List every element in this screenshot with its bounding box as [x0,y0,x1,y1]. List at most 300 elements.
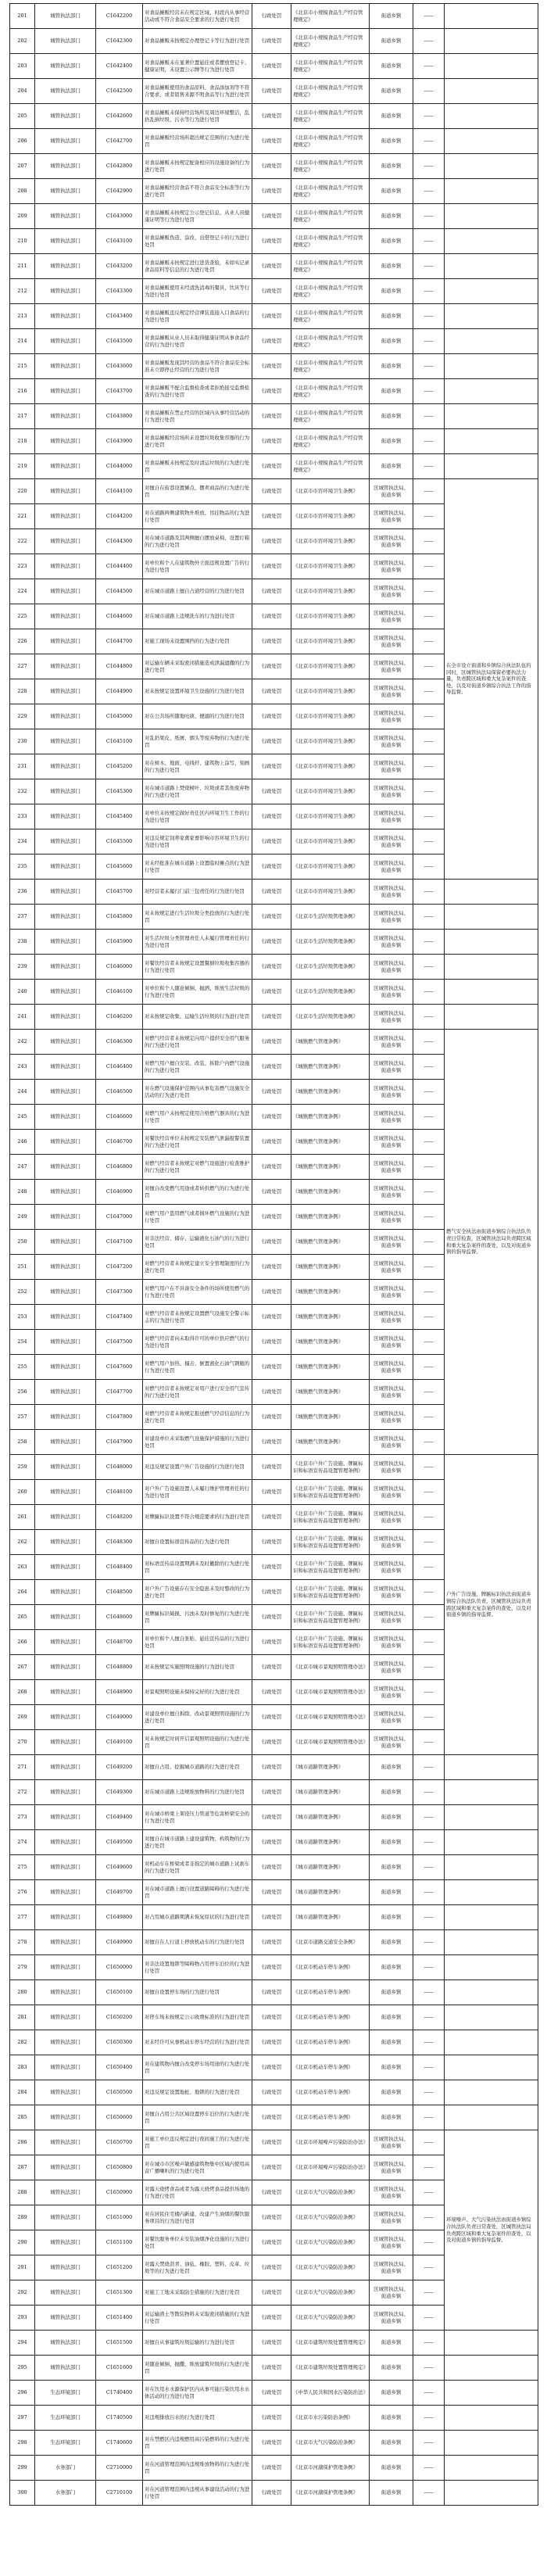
item-code: C1644400 [96,554,143,579]
table-row [10,2481,538,2506]
executing-unit: 区城管执法局、街道乡镇 [370,955,413,980]
department: 城管执法部门 [35,1630,96,1655]
legal-basis: 《北京市小规模食品生产经营管理规定》 [291,29,370,54]
item-code: C1647600 [96,1355,143,1380]
item-type: 行政处罚 [252,1130,291,1155]
department: 城管执法部门 [35,2005,96,2030]
table-row [10,905,538,930]
remark: —— [413,2105,445,2130]
legal-basis: 《北京市环境噪声污染防治办法》 [291,2155,370,2180]
item-name: 对牌匾标识设置不符合规范要求的行为进行处罚 [143,1505,252,1530]
department: 水务部门 [35,2481,96,2506]
item-type: 行政处罚 [252,2230,291,2255]
executing-unit: 街道乡镇 [370,2080,413,2105]
item-code: C1646800 [96,1155,143,1180]
department: 城管执法部门 [35,1930,96,1955]
note-cell [445,104,538,129]
legal-basis: 《北京市大气污染防治条例》 [291,2280,370,2306]
item-name: 对擅自在人行道上停放机动车的行为进行处罚 [143,1930,252,1955]
legal-basis: 《北京市小规模食品生产经营管理规定》 [291,279,370,304]
note-cell [445,1980,538,2005]
legal-basis: 《北京市市容环境卫生条例》 [291,779,370,804]
item-name: 对单位和个人随意倾倒、抛洒、堆放生活垃圾的行为进行处罚 [143,980,252,1005]
department: 城管执法部门 [35,1580,96,1605]
executing-unit: 区城管执法局、街道乡镇 [370,554,413,579]
item-code: C1645900 [96,930,143,955]
item-code: C1651500 [96,2331,143,2356]
department: 城管执法部门 [35,779,96,804]
row-number: 276 [10,1880,35,1905]
item-type: 行政处罚 [252,1680,291,1705]
item-type: 行政处罚 [252,905,291,930]
row-number: 275 [10,1855,35,1880]
table-row [10,429,538,454]
note-cell [445,254,538,279]
row-number: 216 [10,379,35,404]
executing-unit: 区城管执法局、街道乡镇 [370,980,413,1005]
item-name: 对擅自在街巷设置摊点、摆卖商品的行为进行处罚 [143,479,252,504]
table-row [10,404,538,429]
item-name: 对擅自设置标语宣传品的行为进行处罚 [143,1530,252,1555]
department: 城管执法部门 [35,29,96,54]
item-name: 对食品摊贩从业人员未取得健康证明从事食品经营的行为进行处罚 [143,329,252,354]
department: 城管执法部门 [35,379,96,404]
item-name: 对施工工地未采取防尘措施的行为进行处罚 [143,2280,252,2306]
row-number: 225 [10,604,35,629]
executing-unit: 区城管执法局、街道乡镇 [370,604,413,629]
table-row [10,1980,538,2005]
remark: —— [413,1955,445,1980]
executing-unit: 区城管执法局、街道乡镇 [370,2180,413,2205]
executing-unit: 区城管执法局、街道乡镇 [370,1255,413,1280]
row-number: 229 [10,704,35,729]
row-number: 218 [10,429,35,454]
legal-basis: 《北京市小规模食品生产经营管理规定》 [291,179,370,204]
item-type: 行政处罚 [252,454,291,479]
item-code: C1650000 [96,1955,143,1980]
item-code: C1644000 [96,454,143,479]
table-row [10,254,538,279]
item-type: 行政处罚 [252,204,291,229]
executing-unit: 街道乡镇 [370,2105,413,2130]
item-code: C1650200 [96,2005,143,2030]
row-number: 246 [10,1130,35,1155]
item-type: 行政处罚 [252,504,291,529]
legal-basis: 《城镇燃气管理条例》 [291,1380,370,1405]
department: 城管执法部门 [35,930,96,955]
item-type: 行政处罚 [252,704,291,729]
item-name: 对燃气用户盗用燃气或者损坏燃气设施的行为进行处罚 [143,1205,252,1230]
remark: —— [413,29,445,54]
item-code: C1645500 [96,829,143,854]
item-code: C1650900 [96,2180,143,2205]
item-name: 对食品摊贩未按规定进行进货查验，未如实记录食品原料等信息的行为进行处罚 [143,254,252,279]
note-cell [445,2005,538,2030]
item-type: 行政处罚 [252,1305,291,1330]
table-row [10,2356,538,2381]
executing-unit: 街道乡镇 [370,254,413,279]
row-number: 250 [10,1230,35,1255]
department: 城管执法部门 [35,2306,96,2331]
executing-unit: 区城管执法局、街道乡镇 [370,1305,413,1330]
department: 水务部门 [35,2456,96,2481]
legal-basis: 《北京市机动车停车条例》 [291,1955,370,1980]
item-code: C1648400 [96,1555,143,1580]
item-code: C1645600 [96,854,143,880]
department: 城管执法部门 [35,729,96,754]
remark: —— [413,2356,445,2381]
department: 城管执法部门 [35,829,96,854]
legal-basis: 《城市道路管理条例》 [291,1830,370,1855]
item-name: 对在树木、地面、电线杆、建筑物上涂写、刻画的行为进行处罚 [143,754,252,779]
note-cell [445,2055,538,2080]
item-name: 对未经批准在城市道路上设置临时摊点的行为进行处罚 [143,854,252,880]
row-number: 262 [10,1530,35,1555]
legal-basis: 《城镇燃气管理条例》 [291,1180,370,1205]
remark: —— [413,1980,445,2005]
row-number: 249 [10,1205,35,1230]
item-type: 行政处罚 [252,554,291,579]
executing-unit: 街道乡镇 [370,329,413,354]
department: 城管执法部门 [35,1805,96,1830]
item-name: 对乱扔果皮、纸屑、烟头等废弃物的行为进行处罚 [143,729,252,754]
row-number: 290 [10,2230,35,2255]
table-row [10,1905,538,1930]
item-code: C1646100 [96,980,143,1005]
note-cell: 燃气安全执法由街道乡镇综合执法队负责日常检查，区城管执法局负责跨区域和重大复杂案件的查处，以及对街道乡镇的指导监督。 [445,1030,538,1455]
item-code: C1642900 [96,179,143,204]
item-type: 行政处罚 [252,2331,291,2356]
remark: —— [413,204,445,229]
note-cell [445,2381,538,2406]
department: 城管执法部门 [35,179,96,204]
executing-unit: 街道乡镇 [370,2356,413,2381]
note-cell [445,1805,538,1830]
legal-basis: 《城镇燃气管理条例》 [291,1280,370,1305]
table-row [10,1030,538,1055]
department: 城管执法部门 [35,1430,96,1455]
remark: —— [413,1030,445,1055]
remark: —— [413,1205,445,1230]
item-type: 行政处罚 [252,604,291,629]
table-row [10,2431,538,2456]
row-number: 222 [10,529,35,554]
document-page [0,3,547,2576]
remark: —— [413,2030,445,2055]
item-type: 行政处罚 [252,429,291,454]
item-code: C1646300 [96,1030,143,1055]
item-type: 行政处罚 [252,1605,291,1630]
item-code: C1642700 [96,129,143,154]
item-name: 对违反规定设置户外广告设施的行为进行处罚 [143,1455,252,1480]
note-cell [445,2456,538,2481]
executing-unit: 区城管执法局、街道乡镇 [370,1330,413,1355]
item-type: 行政处罚 [252,829,291,854]
item-code: C1651200 [96,2255,143,2280]
remark: —— [413,2331,445,2356]
legal-basis: 《城镇燃气管理条例》 [291,1405,370,1430]
department: 城管执法部门 [35,2280,96,2306]
remark: —— [413,629,445,654]
row-number: 205 [10,104,35,129]
department: 城管执法部门 [35,1330,96,1355]
item-code: C2710000 [96,2456,143,2481]
department: 城管执法部门 [35,1405,96,1430]
department: 城管执法部门 [35,2180,96,2205]
row-number: 253 [10,1305,35,1330]
executing-unit: 区城管执法局、街道乡镇 [370,1505,413,1530]
item-name: 对户外广告设施设置人未履行维护管理责任的行为进行处罚 [143,1480,252,1505]
item-code: C1642500 [96,79,143,104]
executing-unit: 区城管执法局、街道乡镇 [370,1430,413,1455]
note-cell [445,354,538,379]
row-number: 207 [10,154,35,179]
item-name: 对擅自从事建筑垃圾运输的行为进行处罚 [143,2331,252,2356]
item-type: 行政处罚 [252,154,291,179]
remark: —— [413,704,445,729]
item-type: 行政处罚 [252,1230,291,1255]
item-code: C1643000 [96,204,143,229]
executing-unit: 街道乡镇 [370,154,413,179]
department: 城管执法部门 [35,804,96,829]
item-type: 行政处罚 [252,104,291,129]
legal-basis: 《北京市机动车停车条例》 [291,2005,370,2030]
row-number: 289 [10,2205,35,2230]
row-number: 285 [10,2105,35,2130]
legal-basis: 《北京市机动车停车条例》 [291,2055,370,2080]
item-type: 行政处罚 [252,854,291,880]
item-name: 对燃气经营者未按规定设置燃气设施安全警示标志的行为进行处罚 [143,1305,252,1330]
note-cell [445,329,538,354]
item-type: 行政处罚 [252,1330,291,1355]
table-row [10,279,538,304]
remark: —— [413,1080,445,1105]
remark: —— [413,504,445,529]
legal-basis: 《城镇燃气管理条例》 [291,1330,370,1355]
department: 城管执法部门 [35,1380,96,1405]
note-cell [445,2030,538,2055]
executing-unit: 区城管执法局、街道乡镇 [370,2230,413,2255]
row-number: 219 [10,454,35,479]
remark: —— [413,2406,445,2431]
legal-basis: 《北京市大气污染防治条例》 [291,2431,370,2456]
item-type: 行政处罚 [252,179,291,204]
item-code: C1644300 [96,529,143,554]
item-name: 对在城市道路上焚烧树叶、垃圾或者其他废弃物的行为进行处罚 [143,779,252,804]
row-number: 284 [10,2080,35,2105]
department: 城管执法部门 [35,579,96,604]
item-code: C1647800 [96,1405,143,1430]
remark: —— [413,955,445,980]
remark: —— [413,1455,445,1480]
legal-basis: 《北京市小规模食品生产经营管理规定》 [291,104,370,129]
legal-basis: 《北京市小规模食品生产经营管理规定》 [291,129,370,154]
department: 城管执法部门 [35,1755,96,1780]
department: 城管执法部门 [35,504,96,529]
item-name: 对违反规定饲养家禽家畜影响市容环境卫生的行为进行处罚 [143,829,252,854]
executing-unit: 区城管执法局、街道乡镇 [370,1230,413,1255]
row-number: 280 [10,1980,35,2005]
item-name: 对擅自在城市道路上建设建筑物、构筑物的行为进行处罚 [143,1830,252,1855]
row-number: 278 [10,1930,35,1955]
row-number: 256 [10,1380,35,1405]
table-row [10,2105,538,2130]
legal-basis: 《城镇燃气管理条例》 [291,1355,370,1380]
row-number: 291 [10,2255,35,2280]
remark: —— [413,2205,445,2230]
row-number: 231 [10,754,35,779]
item-name: 对食品摊贩未按规定公示登记信息、从业人员健康证明等行为进行处罚 [143,204,252,229]
executing-unit: 街道乡镇 [370,1905,413,1930]
item-name: 对未按规定进行生活垃圾分类投放的行为进行处罚 [143,905,252,930]
remark: —— [413,404,445,429]
item-name: 对单位未按规定做好责任区内环境卫生工作的行为进行处罚 [143,804,252,829]
department: 城管执法部门 [35,1680,96,1705]
remark: —— [413,854,445,880]
department: 城管执法部门 [35,2155,96,2180]
note-cell [445,880,538,905]
row-number: 273 [10,1805,35,1830]
item-name: 对食品摊贩不配合监督检查或者拒绝接受监督检查的行为进行处罚 [143,379,252,404]
item-name: 对擅自改变燃气用途或者转供燃气的行为进行处罚 [143,1180,252,1205]
item-type: 行政处罚 [252,955,291,980]
table-row [10,4,538,29]
remark: —— [413,454,445,479]
note-cell [445,980,538,1005]
legal-basis: 《城镇燃气管理条例》 [291,1130,370,1155]
item-type: 行政处罚 [252,1830,291,1855]
item-code: C1649500 [96,1830,143,1855]
legal-basis: 《北京市生活垃圾管理条例》 [291,905,370,930]
item-name: 对在城市道路及其两侧擅自摆放桌椅、设置灯箱的行为进行处罚 [143,529,252,554]
table-row [10,79,538,104]
department: 城管执法部门 [35,1130,96,1155]
row-number: 279 [10,1955,35,1980]
legal-basis: 《城镇燃气管理条例》 [291,1205,370,1230]
department: 城管执法部门 [35,1855,96,1880]
legal-basis: 《北京市小规模食品生产经营管理规定》 [291,79,370,104]
item-name: 对停车场未按规定公示收费标准的行为进行处罚 [143,2005,252,2030]
legal-basis: 《北京市小规模食品生产经营管理规定》 [291,54,370,79]
table-row [10,304,538,329]
table-row [10,930,538,955]
item-type: 行政处罚 [252,354,291,379]
item-name: 对食品摊贩经营食品不符合食品安全标准等行为进行处罚 [143,179,252,204]
item-code: C1645300 [96,779,143,804]
remark: —— [413,1405,445,1430]
legal-basis: 《北京市城市景观照明管理办法》 [291,1680,370,1705]
legal-basis: 《北京市市容环境卫生条例》 [291,854,370,880]
item-name: 对食品摊贩违反规定经营裸装直接入口食品的行为进行处罚 [143,304,252,329]
item-code: C1644700 [96,629,143,654]
item-code: C1647400 [96,1305,143,1330]
department: 城管执法部门 [35,2255,96,2280]
executing-unit: 区城管执法局、街道乡镇 [370,1680,413,1705]
item-name: 对生活垃圾分类管理责任人未履行管理责任的行为进行处罚 [143,930,252,955]
table-row [10,1780,538,1805]
row-number: 214 [10,329,35,354]
executing-unit: 区城管执法局、街道乡镇 [370,704,413,729]
item-name: 对标语宣传品设置期满未及时撤除的行为进行处罚 [143,1555,252,1580]
item-type: 行政处罚 [252,654,291,679]
item-code: C1645000 [96,704,143,729]
item-code: C1648200 [96,1505,143,1530]
row-number: 234 [10,829,35,854]
item-type: 行政处罚 [252,304,291,329]
executing-unit: 区城管执法局、街道乡镇 [370,2155,413,2180]
item-name: 对擅自占用、挖掘城市道路的行为进行处罚 [143,1755,252,1780]
remark: —— [413,1780,445,1805]
row-number: 201 [10,4,35,29]
item-type: 行政处罚 [252,1030,291,1055]
executing-unit: 区城管执法局、街道乡镇 [370,779,413,804]
item-name: 对违反规定设置地桩、地锁的行为进行处罚 [143,2080,252,2105]
item-name: 对违规排放污水的行为进行处罚 [143,2406,252,2431]
row-number: 294 [10,2331,35,2356]
item-code: C1646900 [96,1180,143,1205]
remark: —— [413,179,445,204]
item-code: C1650400 [96,2055,143,2080]
note-cell [445,1955,538,1980]
remark: —— [413,2180,445,2205]
executing-unit: 街道乡镇 [370,1955,413,1980]
department: 城管执法部门 [35,1555,96,1580]
item-name: 对建设单位擅自拆除、改动景观照明设施的行为进行处罚 [143,1705,252,1730]
department: 城管执法部门 [35,4,96,29]
legal-basis: 《北京市市容环境卫生条例》 [291,754,370,779]
remark: —— [413,1105,445,1130]
department: 城管执法部门 [35,329,96,354]
item-type: 行政处罚 [252,2130,291,2155]
executing-unit: 区城管执法局、街道乡镇 [370,529,413,554]
department: 城管执法部门 [35,1155,96,1180]
item-code: C1642800 [96,154,143,179]
note-cell [445,179,538,204]
department: 城管执法部门 [35,1730,96,1755]
item-type: 行政处罚 [252,129,291,154]
remark: —— [413,930,445,955]
item-type: 行政处罚 [252,254,291,279]
item-name: 对在禁燃区内违规燃用高污染燃料的行为进行处罚 [143,2431,252,2456]
table-row [10,2406,538,2431]
legal-basis: 《北京市机动车停车条例》 [291,2080,370,2105]
row-number: 271 [10,1755,35,1780]
item-name: 对在城市道路上擅自占道经营的行为进行处罚 [143,579,252,604]
legal-basis: 《城镇燃气管理条例》 [291,1430,370,1455]
item-type: 行政处罚 [252,2080,291,2105]
remark: —— [413,229,445,254]
row-number: 241 [10,1005,35,1030]
remark: —— [413,1755,445,1780]
item-code: C1648600 [96,1605,143,1630]
row-number: 235 [10,854,35,880]
row-number: 251 [10,1255,35,1280]
item-code: C1643200 [96,254,143,279]
note-cell [445,1855,538,1880]
item-name: 对施工现场未设置围挡的行为进行处罚 [143,629,252,654]
remark: —— [413,905,445,930]
item-name: 对单位和个人擅自张贴、悬挂宣传品的行为进行处罚 [143,1630,252,1655]
remark: —— [413,1230,445,1255]
department: 城管执法部门 [35,254,96,279]
row-number: 261 [10,1505,35,1530]
item-type: 行政处罚 [252,2306,291,2331]
remark: —— [413,1330,445,1355]
legal-basis: 《北京市大气污染防治条例》 [291,2306,370,2331]
executing-unit: 区城管执法局、街道乡镇 [370,2280,413,2306]
remark: —— [413,279,445,304]
legal-basis: 《北京市大气污染防治条例》 [291,2205,370,2230]
